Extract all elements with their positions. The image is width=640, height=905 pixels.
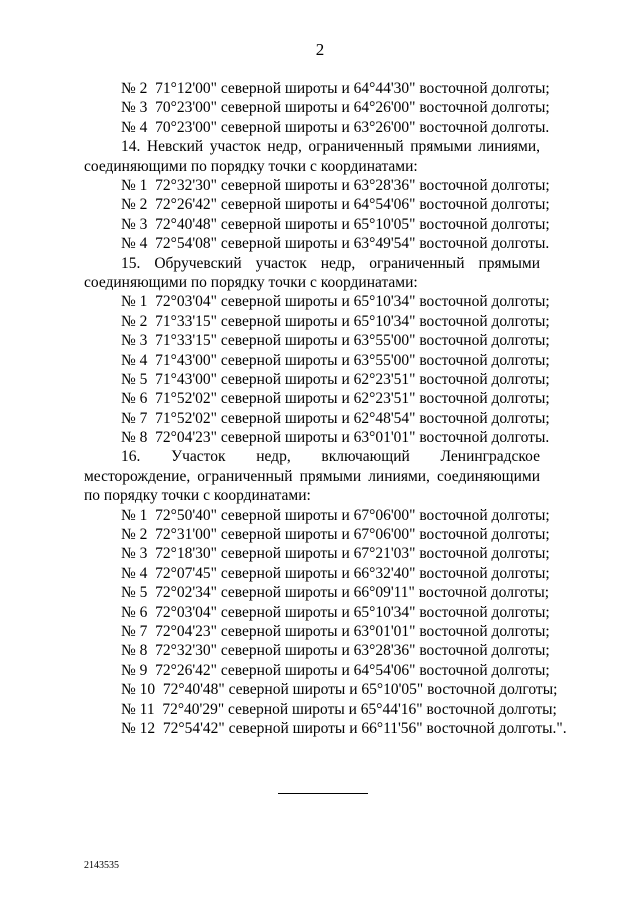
coordinate-point: № 3 70°23'00" северной широты и 64°26'00" восточной долготы;	[121, 99, 550, 117]
coordinate-point: № 4 70°23'00" северной широты и 63°26'00" восточной долготы.	[121, 118, 550, 136]
coordinate-point: № 9 72°26'42" северной широты и 64°54'06" восточной долготы;	[121, 661, 550, 679]
heading-line: по порядку точки с координатами:	[84, 487, 311, 505]
coordinate-point: № 2 71°33'15" северной широты и 65°10'34" восточной долготы;	[121, 312, 550, 330]
coordinate-point: № 1 72°03'04" северной широты и 65°10'34" восточной долготы;	[121, 293, 550, 311]
coordinate-point: № 12 72°54'42" северной широты и 66°11'56" восточной долготы.".	[121, 719, 567, 737]
heading-line: месторождение, ограниченный прямыми линиями, соединяющими	[84, 467, 540, 485]
coordinate-point: № 8 72°04'23" северной широты и 63°01'01" восточной долготы.	[121, 429, 550, 447]
coordinate-point: № 3 72°18'30" северной широты и 67°21'03" восточной долготы;	[121, 545, 550, 563]
heading-line: 15. Обручевский участок недр, ограниченный прямыми	[121, 254, 540, 272]
coordinate-point: № 7 72°04'23" северной широты и 63°01'01" восточной долготы;	[121, 622, 550, 640]
coordinate-point: № 7 71°52'02" северной широты и 62°48'54" восточной долготы;	[121, 409, 550, 427]
section-15	[84, 254, 550, 448]
section-15-heading	[84, 254, 540, 293]
coordinate-point: № 6 72°03'04" северной широты и 65°10'34" восточной долготы;	[121, 603, 550, 621]
document-code: 2143535	[84, 860, 119, 871]
coordinate-point: № 1 72°50'40" северной широты и 67°06'00" восточной долготы;	[121, 506, 550, 524]
coordinate-point: № 10 72°40'48" северной широты и 65°10'05" восточной долготы;	[121, 681, 558, 699]
coordinate-point: № 2 72°31'00" северной широты и 67°06'00" восточной долготы;	[121, 526, 550, 544]
section-13-points	[84, 79, 550, 137]
coordinate-point: № 6 71°52'02" северной широты и 62°23'51" восточной долготы;	[121, 390, 550, 408]
coordinate-point: № 5 72°02'34" северной широты и 66°09'11" восточной долготы;	[121, 584, 550, 602]
document-body	[84, 79, 567, 738]
heading-line: соединяющими по порядку точки с координатами:	[84, 273, 418, 291]
page-number: 2	[315, 40, 325, 59]
coordinate-point: № 4 72°07'45" северной широты и 66°32'40" восточной долготы;	[121, 564, 550, 582]
end-separator-line	[278, 793, 368, 794]
section-16-heading	[84, 447, 540, 505]
heading-line: соединяющими по порядку точки с координатами:	[84, 157, 418, 175]
coordinate-point: № 1 72°32'30" северной широты и 63°28'36" восточной долготы;	[121, 176, 550, 194]
coordinate-point: № 2 72°26'42" северной широты и 64°54'06" восточной долготы;	[121, 196, 550, 214]
section-14	[84, 137, 550, 253]
coordinate-point: № 3 72°40'48" северной широты и 65°10'05" восточной долготы;	[121, 215, 550, 233]
coordinate-point: № 3 71°33'15" северной широты и 63°55'00" восточной долготы;	[121, 332, 550, 350]
heading-line: 16. Участок недр, включающий Ленинградское	[121, 448, 540, 466]
coordinate-point: № 8 72°32'30" северной широты и 63°28'36" восточной долготы;	[121, 642, 550, 660]
section-14-heading	[84, 137, 540, 176]
section-16	[84, 447, 567, 738]
coordinate-point: № 5 71°43'00" северной широты и 62°23'51" восточной долготы;	[121, 370, 550, 388]
coordinate-point: № 4 72°54'08" северной широты и 63°49'54" восточной долготы.	[121, 235, 550, 253]
heading-line: 14. Невский участок недр, ограниченный прямыми линиями,	[121, 138, 540, 156]
coordinate-point: № 11 72°40'29" северной широты и 65°44'16" восточной долготы;	[121, 700, 557, 718]
coordinate-point: № 2 71°12'00" северной широты и 64°44'30" восточной долготы;	[121, 80, 550, 97]
coordinate-point: № 4 71°43'00" северной широты и 63°55'00" восточной долготы;	[121, 351, 550, 369]
